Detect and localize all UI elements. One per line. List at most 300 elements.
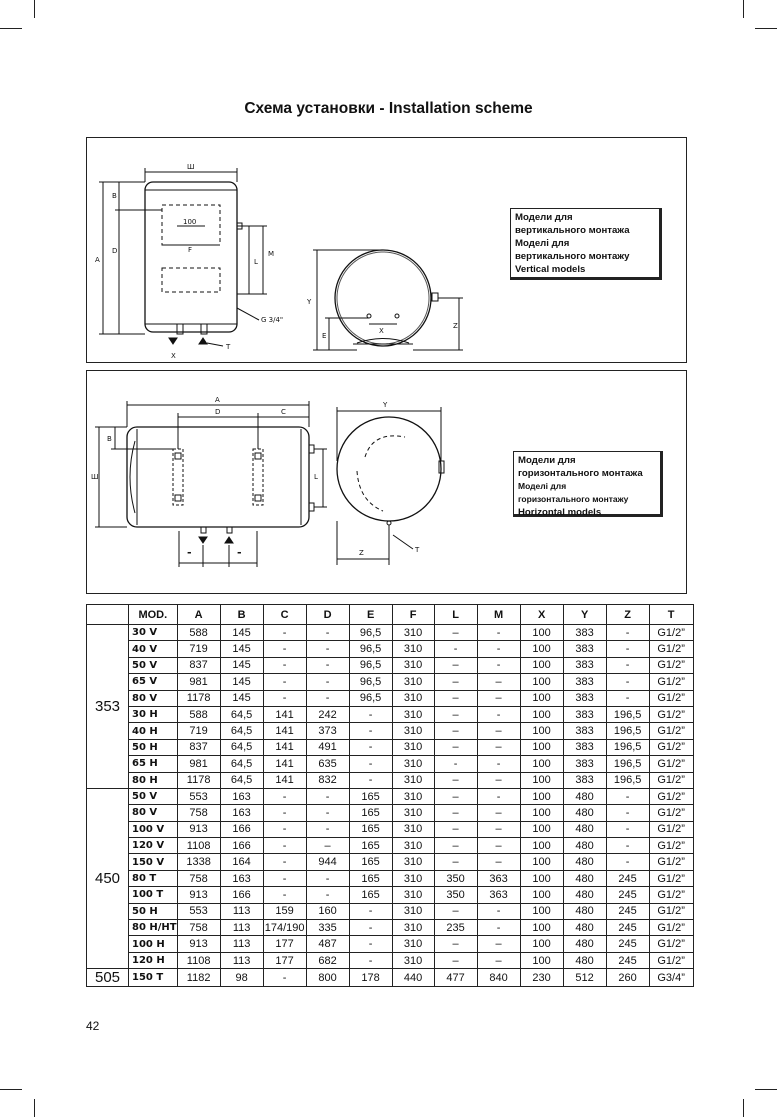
- value-cell: G1/2”: [649, 674, 693, 690]
- value-cell: 477: [434, 969, 477, 987]
- value-cell: 196,5: [606, 706, 649, 722]
- crop-mark: [755, 1089, 777, 1090]
- value-cell: G1/2”: [649, 887, 693, 903]
- value-cell: 1182: [177, 969, 220, 987]
- crop-mark: [755, 28, 777, 29]
- value-cell: 100: [520, 641, 563, 657]
- value-cell: –: [477, 739, 520, 755]
- value-cell: 196,5: [606, 739, 649, 755]
- column-header: T: [649, 605, 693, 625]
- table-body: [87, 625, 694, 987]
- value-cell: 163: [220, 870, 263, 886]
- value-cell: -: [349, 936, 392, 952]
- value-cell: 913: [177, 936, 220, 952]
- value-cell: 245: [606, 952, 649, 968]
- dim-y-label: Y: [307, 298, 312, 306]
- dim-l-label: L: [254, 258, 258, 266]
- value-cell: 245: [606, 920, 649, 936]
- value-cell: 113: [220, 920, 263, 936]
- model-cell: 80 V: [129, 805, 178, 821]
- legend-line: горизонтального монтажа: [518, 468, 643, 479]
- table-row: [87, 870, 694, 886]
- value-cell: -: [606, 805, 649, 821]
- value-cell: 100: [520, 887, 563, 903]
- value-cell: -: [263, 641, 306, 657]
- table-row: [87, 772, 694, 788]
- value-cell: 64,5: [220, 772, 263, 788]
- value-cell: -: [263, 788, 306, 804]
- value-cell: 383: [563, 756, 606, 772]
- model-cell: 80 H: [129, 772, 178, 788]
- fitting-t-label: T: [415, 546, 420, 554]
- table-row: [87, 952, 694, 968]
- value-cell: 588: [177, 706, 220, 722]
- value-cell: G1/2”: [649, 723, 693, 739]
- value-cell: G1/2”: [649, 739, 693, 755]
- dim-x-label: X: [379, 327, 384, 335]
- value-cell: –: [434, 805, 477, 821]
- page-number: 42: [86, 1019, 100, 1033]
- value-cell: 1178: [177, 772, 220, 788]
- value-cell: 64,5: [220, 756, 263, 772]
- value-cell: –: [477, 723, 520, 739]
- value-cell: -: [606, 788, 649, 804]
- dim-e-label: E: [322, 332, 327, 340]
- value-cell: -: [306, 821, 349, 837]
- value-cell: 100: [520, 870, 563, 886]
- value-cell: -: [606, 854, 649, 870]
- value-cell: -: [263, 625, 306, 641]
- value-cell: 113: [220, 903, 263, 919]
- value-cell: 165: [349, 821, 392, 837]
- value-cell: –: [306, 838, 349, 854]
- value-cell: 758: [177, 920, 220, 936]
- column-header: X: [520, 605, 563, 625]
- value-cell: 373: [306, 723, 349, 739]
- dim-width-label: Ш: [91, 473, 99, 481]
- dim-b-label: B: [112, 192, 117, 200]
- value-cell: 635: [306, 756, 349, 772]
- value-cell: 335: [306, 920, 349, 936]
- value-cell: 310: [392, 690, 434, 706]
- value-cell: –: [477, 952, 520, 968]
- table-row: [87, 756, 694, 772]
- value-cell: -: [263, 887, 306, 903]
- value-cell: G1/2”: [649, 690, 693, 706]
- value-cell: -: [477, 657, 520, 673]
- value-cell: 166: [220, 838, 263, 854]
- value-cell: 96,5: [349, 641, 392, 657]
- value-cell: G1/2”: [649, 657, 693, 673]
- value-cell: 310: [392, 821, 434, 837]
- value-cell: –: [434, 625, 477, 641]
- value-cell: -: [349, 952, 392, 968]
- value-cell: 758: [177, 805, 220, 821]
- value-cell: 383: [563, 641, 606, 657]
- dim-minus-right: -: [237, 546, 242, 559]
- dim-b-label: B: [107, 435, 112, 443]
- legend-line: вертикального монтажа: [515, 225, 630, 236]
- table-row: [87, 887, 694, 903]
- crop-mark: [743, 0, 744, 18]
- value-cell: -: [306, 674, 349, 690]
- value-cell: –: [434, 723, 477, 739]
- value-cell: 163: [220, 805, 263, 821]
- value-cell: 100: [520, 805, 563, 821]
- value-cell: -: [263, 690, 306, 706]
- value-cell: G1/2”: [649, 805, 693, 821]
- value-cell: -: [306, 657, 349, 673]
- value-cell: 96,5: [349, 657, 392, 673]
- value-cell: -: [306, 870, 349, 886]
- table-row: [87, 838, 694, 854]
- header-cell-empty: [87, 605, 129, 625]
- value-cell: 245: [606, 887, 649, 903]
- table-row: [87, 936, 694, 952]
- value-cell: 1108: [177, 952, 220, 968]
- value-cell: 383: [563, 739, 606, 755]
- legend-line: Моделі для: [518, 481, 567, 491]
- tank-diameter-cell: 505: [87, 969, 129, 987]
- value-cell: -: [349, 772, 392, 788]
- value-cell: 100: [520, 952, 563, 968]
- value-cell: -: [606, 641, 649, 657]
- value-cell: 145: [220, 657, 263, 673]
- model-cell: 30 H: [129, 706, 178, 722]
- value-cell: 480: [563, 903, 606, 919]
- value-cell: 166: [220, 887, 263, 903]
- column-header: C: [263, 605, 306, 625]
- value-cell: –: [477, 821, 520, 837]
- tank-diameter-cell: 353: [87, 625, 129, 789]
- value-cell: 719: [177, 641, 220, 657]
- table-row: [87, 739, 694, 755]
- value-cell: -: [477, 788, 520, 804]
- value-cell: 310: [392, 838, 434, 854]
- value-cell: 310: [392, 936, 434, 952]
- value-cell: 383: [563, 690, 606, 706]
- crop-mark: [0, 1089, 22, 1090]
- model-cell: 150 T: [129, 969, 178, 987]
- model-cell: 80 H/HT: [129, 920, 178, 936]
- value-cell: 100: [520, 756, 563, 772]
- value-cell: G1/2”: [649, 821, 693, 837]
- value-cell: –: [434, 690, 477, 706]
- value-cell: -: [606, 625, 649, 641]
- table-row: [87, 854, 694, 870]
- value-cell: -: [349, 756, 392, 772]
- model-cell: 40 V: [129, 641, 178, 657]
- value-cell: –: [434, 706, 477, 722]
- dim-d-label: D: [215, 408, 221, 416]
- value-cell: G1/2”: [649, 788, 693, 804]
- value-cell: 145: [220, 641, 263, 657]
- value-cell: 832: [306, 772, 349, 788]
- value-cell: 310: [392, 625, 434, 641]
- dim-c-label: C: [281, 408, 286, 416]
- value-cell: -: [263, 805, 306, 821]
- value-cell: –: [434, 952, 477, 968]
- value-cell: 174/190: [263, 920, 306, 936]
- value-cell: 235: [434, 920, 477, 936]
- model-cell: 120 H: [129, 952, 178, 968]
- value-cell: –: [434, 739, 477, 755]
- value-cell: -: [263, 657, 306, 673]
- value-cell: 758: [177, 870, 220, 886]
- value-cell: 310: [392, 723, 434, 739]
- value-cell: 350: [434, 870, 477, 886]
- value-cell: -: [349, 706, 392, 722]
- value-cell: –: [477, 838, 520, 854]
- legend-line: Horizontal models: [518, 507, 602, 518]
- value-cell: –: [434, 936, 477, 952]
- value-cell: 64,5: [220, 739, 263, 755]
- dim-minus-left: -: [187, 546, 192, 559]
- value-cell: 480: [563, 805, 606, 821]
- dim-100-label: 100: [183, 218, 197, 226]
- column-header: L: [434, 605, 477, 625]
- value-cell: -: [306, 641, 349, 657]
- value-cell: G1/2”: [649, 920, 693, 936]
- model-cell: 150 V: [129, 854, 178, 870]
- value-cell: -: [606, 821, 649, 837]
- value-cell: 310: [392, 854, 434, 870]
- table-header-row: [87, 605, 694, 625]
- value-cell: 553: [177, 903, 220, 919]
- dim-a-label: A: [215, 396, 220, 404]
- value-cell: 64,5: [220, 723, 263, 739]
- value-cell: -: [477, 641, 520, 657]
- model-cell: 100 T: [129, 887, 178, 903]
- legend-line: Моделі для: [515, 238, 570, 249]
- value-cell: 383: [563, 706, 606, 722]
- value-cell: 310: [392, 641, 434, 657]
- fitting-g-label: G 3/4": [261, 316, 284, 324]
- value-cell: 383: [563, 674, 606, 690]
- value-cell: 165: [349, 838, 392, 854]
- value-cell: 310: [392, 706, 434, 722]
- value-cell: 981: [177, 756, 220, 772]
- model-cell: 100 H: [129, 936, 178, 952]
- model-cell: 40 H: [129, 723, 178, 739]
- column-header: A: [177, 605, 220, 625]
- value-cell: 719: [177, 723, 220, 739]
- value-cell: 588: [177, 625, 220, 641]
- legend-line: Модели для: [515, 212, 573, 223]
- value-cell: 310: [392, 920, 434, 936]
- model-cell: 80 V: [129, 690, 178, 706]
- value-cell: G1/2”: [649, 854, 693, 870]
- value-cell: 350: [434, 887, 477, 903]
- value-cell: 480: [563, 821, 606, 837]
- column-header: E: [349, 605, 392, 625]
- value-cell: 1178: [177, 690, 220, 706]
- value-cell: 177: [263, 936, 306, 952]
- crop-mark: [0, 28, 22, 29]
- dim-width-label: Ш: [187, 163, 195, 171]
- value-cell: 96,5: [349, 625, 392, 641]
- crop-mark: [34, 1099, 35, 1117]
- value-cell: 100: [520, 920, 563, 936]
- value-cell: –: [477, 674, 520, 690]
- value-cell: 310: [392, 887, 434, 903]
- value-cell: –: [434, 854, 477, 870]
- value-cell: G1/2”: [649, 706, 693, 722]
- dim-m-label: M: [268, 250, 275, 258]
- table-row: [87, 657, 694, 673]
- value-cell: 553: [177, 788, 220, 804]
- value-cell: 100: [520, 838, 563, 854]
- model-cell: 50 H: [129, 739, 178, 755]
- value-cell: -: [434, 756, 477, 772]
- value-cell: 145: [220, 674, 263, 690]
- value-cell: 682: [306, 952, 349, 968]
- value-cell: 310: [392, 674, 434, 690]
- value-cell: 913: [177, 887, 220, 903]
- value-cell: 177: [263, 952, 306, 968]
- value-cell: 363: [477, 887, 520, 903]
- value-cell: -: [349, 903, 392, 919]
- value-cell: –: [434, 674, 477, 690]
- value-cell: -: [263, 854, 306, 870]
- value-cell: 64,5: [220, 706, 263, 722]
- vertical-models-legend: [510, 208, 662, 280]
- value-cell: 310: [392, 657, 434, 673]
- arrow-x-label: X: [171, 352, 176, 360]
- value-cell: 100: [520, 739, 563, 755]
- value-cell: -: [306, 788, 349, 804]
- dim-z-label: Z: [453, 322, 458, 330]
- value-cell: 310: [392, 772, 434, 788]
- value-cell: 100: [520, 821, 563, 837]
- value-cell: -: [306, 805, 349, 821]
- value-cell: 383: [563, 657, 606, 673]
- dim-a-label: A: [95, 256, 100, 264]
- table-row: [87, 805, 694, 821]
- value-cell: 480: [563, 887, 606, 903]
- table-row: [87, 920, 694, 936]
- value-cell: -: [606, 657, 649, 673]
- value-cell: G1/2”: [649, 870, 693, 886]
- horizontal-models-legend: [513, 451, 663, 517]
- value-cell: -: [477, 903, 520, 919]
- legend-line: горизонтального монтажу: [518, 494, 629, 504]
- specifications-table: [86, 604, 694, 987]
- value-cell: 480: [563, 936, 606, 952]
- value-cell: 196,5: [606, 723, 649, 739]
- value-cell: -: [477, 706, 520, 722]
- value-cell: 96,5: [349, 674, 392, 690]
- value-cell: -: [263, 969, 306, 987]
- value-cell: -: [263, 870, 306, 886]
- value-cell: –: [434, 821, 477, 837]
- value-cell: 164: [220, 854, 263, 870]
- value-cell: 383: [563, 625, 606, 641]
- value-cell: 383: [563, 772, 606, 788]
- model-cell: 100 V: [129, 821, 178, 837]
- table-row: [87, 625, 694, 641]
- value-cell: 141: [263, 739, 306, 755]
- value-cell: 480: [563, 788, 606, 804]
- model-cell: 120 V: [129, 838, 178, 854]
- value-cell: 166: [220, 821, 263, 837]
- table-row: [87, 788, 694, 804]
- value-cell: G1/2”: [649, 641, 693, 657]
- model-cell: 50 V: [129, 657, 178, 673]
- value-cell: 245: [606, 870, 649, 886]
- value-cell: 96,5: [349, 690, 392, 706]
- value-cell: 98: [220, 969, 263, 987]
- dim-z-label: Z: [359, 549, 364, 557]
- value-cell: 480: [563, 920, 606, 936]
- value-cell: 100: [520, 936, 563, 952]
- dim-l-label: L: [314, 473, 318, 481]
- value-cell: G3/4”: [649, 969, 693, 987]
- value-cell: 145: [220, 625, 263, 641]
- dim-y-label: Y: [383, 401, 388, 409]
- value-cell: –: [434, 838, 477, 854]
- model-cell: 50 H: [129, 903, 178, 919]
- value-cell: G1/2”: [649, 772, 693, 788]
- value-cell: 913: [177, 821, 220, 837]
- value-cell: -: [606, 838, 649, 854]
- column-header: M: [477, 605, 520, 625]
- value-cell: 245: [606, 936, 649, 952]
- value-cell: -: [349, 723, 392, 739]
- column-header: B: [220, 605, 263, 625]
- legend-line: Модели для: [518, 455, 576, 466]
- value-cell: –: [477, 690, 520, 706]
- value-cell: 260: [606, 969, 649, 987]
- value-cell: 487: [306, 936, 349, 952]
- column-header: D: [306, 605, 349, 625]
- value-cell: 100: [520, 657, 563, 673]
- value-cell: 178: [349, 969, 392, 987]
- value-cell: 363: [477, 870, 520, 886]
- value-cell: 310: [392, 805, 434, 821]
- value-cell: 837: [177, 739, 220, 755]
- value-cell: 165: [349, 854, 392, 870]
- value-cell: 165: [349, 887, 392, 903]
- value-cell: 480: [563, 854, 606, 870]
- value-cell: 480: [563, 838, 606, 854]
- value-cell: 100: [520, 723, 563, 739]
- column-header: F: [392, 605, 434, 625]
- value-cell: 100: [520, 772, 563, 788]
- value-cell: 165: [349, 788, 392, 804]
- value-cell: 163: [220, 788, 263, 804]
- value-cell: 100: [520, 788, 563, 804]
- value-cell: –: [434, 788, 477, 804]
- value-cell: 100: [520, 706, 563, 722]
- value-cell: G1/2”: [649, 625, 693, 641]
- value-cell: –: [434, 657, 477, 673]
- value-cell: G1/2”: [649, 838, 693, 854]
- value-cell: 1108: [177, 838, 220, 854]
- value-cell: 981: [177, 674, 220, 690]
- value-cell: 310: [392, 870, 434, 886]
- horizontal-installation-panel: [86, 370, 687, 594]
- value-cell: –: [477, 936, 520, 952]
- table-row: [87, 674, 694, 690]
- legend-line: Vertical models: [515, 264, 586, 275]
- value-cell: 230: [520, 969, 563, 987]
- table-row: [87, 706, 694, 722]
- value-cell: -: [434, 641, 477, 657]
- value-cell: 245: [606, 903, 649, 919]
- model-cell: 65 V: [129, 674, 178, 690]
- value-cell: 141: [263, 723, 306, 739]
